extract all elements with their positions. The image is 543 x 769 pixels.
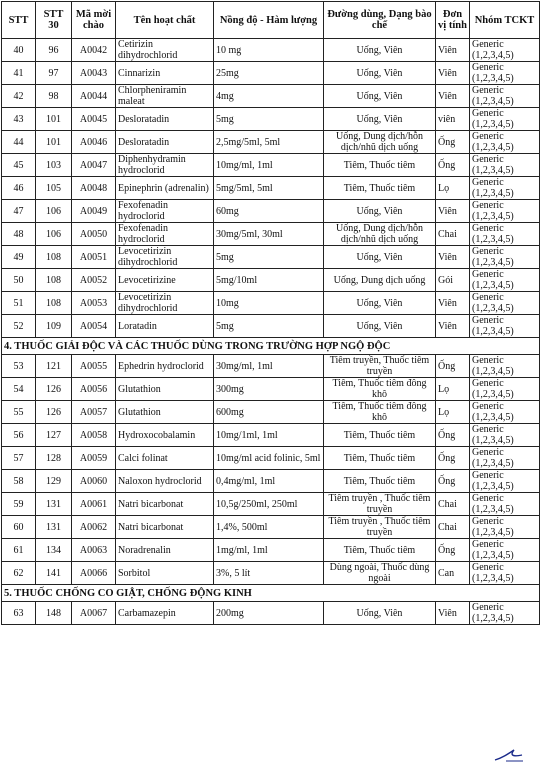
table-row	[2, 108, 540, 131]
section-title: 4. THUỐC GIẢI ĐỘC VÀ CÁC THUỐC DÙNG TRONG TRƯỜNG HỢP NGỘ ĐỘC	[2, 338, 540, 355]
cell-nong-do: 200mg	[214, 602, 324, 625]
cell-nhom: Generic (1,2,3,4,5)	[470, 200, 540, 223]
cell-nong-do: 10 mg	[214, 39, 324, 62]
drug-table	[1, 1, 540, 625]
cell-hoat-chat: Calci folinat	[116, 447, 214, 470]
cell-hoat-chat: Desloratadin	[116, 108, 214, 131]
table-row	[2, 493, 540, 516]
table-row	[2, 154, 540, 177]
cell-don-vi: Ống	[436, 447, 470, 470]
cell-nong-do: 5mg	[214, 246, 324, 269]
cell-hoat-chat: Levocetirizin dihydrochlorid	[116, 292, 214, 315]
cell-stt30: 108	[36, 269, 72, 292]
cell-stt30: 126	[36, 401, 72, 424]
cell-stt: 56	[2, 424, 36, 447]
cell-hoat-chat: Hydroxocobalamin	[116, 424, 214, 447]
cell-nhom: Generic (1,2,3,4,5)	[470, 131, 540, 154]
cell-stt: 45	[2, 154, 36, 177]
cell-hoat-chat: Diphenhydramin hydroclorid	[116, 154, 214, 177]
cell-ma: A0067	[72, 602, 116, 625]
cell-ma: A0061	[72, 493, 116, 516]
cell-hoat-chat: Ephedrin hydroclorid	[116, 355, 214, 378]
table-row	[2, 401, 540, 424]
table-row	[2, 516, 540, 539]
cell-nhom: Generic (1,2,3,4,5)	[470, 292, 540, 315]
cell-nong-do: 2,5mg/5ml, 5ml	[214, 131, 324, 154]
cell-don-vi: Can	[436, 562, 470, 585]
cell-nhom: Generic (1,2,3,4,5)	[470, 424, 540, 447]
cell-stt: 54	[2, 378, 36, 401]
cell-don-vi: Chai	[436, 223, 470, 246]
cell-nhom: Generic (1,2,3,4,5)	[470, 315, 540, 338]
cell-nhom: Generic (1,2,3,4,5)	[470, 539, 540, 562]
cell-duong-dung: Uống, Viên	[324, 246, 436, 269]
cell-stt30: 103	[36, 154, 72, 177]
cell-duong-dung: Uống, Viên	[324, 292, 436, 315]
cell-stt30: 127	[36, 424, 72, 447]
cell-nhom: Generic (1,2,3,4,5)	[470, 516, 540, 539]
table-row	[2, 200, 540, 223]
cell-duong-dung: Tiêm truyền , Thuốc tiêm truyền	[324, 493, 436, 516]
cell-nhom: Generic (1,2,3,4,5)	[470, 223, 540, 246]
cell-don-vi: viên	[436, 108, 470, 131]
cell-duong-dung: Tiêm, Thuốc tiêm	[324, 539, 436, 562]
cell-ma: A0059	[72, 447, 116, 470]
header-stt: STT	[2, 2, 36, 39]
cell-duong-dung: Uống, Viên	[324, 315, 436, 338]
section-row	[2, 585, 540, 602]
cell-stt30: 105	[36, 177, 72, 200]
header-stt30: STT 30	[36, 2, 72, 39]
cell-stt30: 106	[36, 223, 72, 246]
cell-duong-dung: Uống, Viên	[324, 200, 436, 223]
cell-nhom: Generic (1,2,3,4,5)	[470, 378, 540, 401]
cell-hoat-chat: Levocetirizine	[116, 269, 214, 292]
cell-nhom: Generic (1,2,3,4,5)	[470, 108, 540, 131]
cell-don-vi: Lọ	[436, 177, 470, 200]
table-row	[2, 292, 540, 315]
cell-stt: 44	[2, 131, 36, 154]
cell-hoat-chat: Chlorpheniramin maleat	[116, 85, 214, 108]
cell-ma: A0055	[72, 355, 116, 378]
table-row	[2, 315, 540, 338]
cell-stt30: 106	[36, 200, 72, 223]
cell-stt30: 101	[36, 131, 72, 154]
cell-stt: 60	[2, 516, 36, 539]
cell-nong-do: 4mg	[214, 85, 324, 108]
cell-stt: 61	[2, 539, 36, 562]
cell-nhom: Generic (1,2,3,4,5)	[470, 85, 540, 108]
table-row	[2, 39, 540, 62]
table-body	[2, 39, 540, 625]
cell-ma: A0063	[72, 539, 116, 562]
cell-nhom: Generic (1,2,3,4,5)	[470, 602, 540, 625]
cell-nong-do: 5mg	[214, 108, 324, 131]
cell-nong-do: 10mg	[214, 292, 324, 315]
cell-ma: A0045	[72, 108, 116, 131]
cell-stt30: 108	[36, 292, 72, 315]
cell-ma: A0056	[72, 378, 116, 401]
cell-ma: A0051	[72, 246, 116, 269]
cell-duong-dung: Uống, Viên	[324, 39, 436, 62]
cell-nong-do: 5mg/5ml, 5ml	[214, 177, 324, 200]
cell-hoat-chat: Sorbitol	[116, 562, 214, 585]
cell-ma: A0066	[72, 562, 116, 585]
cell-duong-dung: Uống, Dung dịch/hỗn dịch/nhũ dịch uống	[324, 131, 436, 154]
cell-duong-dung: Dùng ngoài, Thuốc dùng ngoài	[324, 562, 436, 585]
header-nong-do: Nồng độ - Hàm lượng	[214, 2, 324, 39]
signature-mark	[492, 746, 526, 764]
cell-nong-do: 10mg/ml acid folinic, 5ml	[214, 447, 324, 470]
cell-ma: A0047	[72, 154, 116, 177]
cell-stt: 49	[2, 246, 36, 269]
cell-stt30: 108	[36, 246, 72, 269]
cell-ma: A0049	[72, 200, 116, 223]
cell-nhom: Generic (1,2,3,4,5)	[470, 39, 540, 62]
cell-stt: 63	[2, 602, 36, 625]
cell-ma: A0048	[72, 177, 116, 200]
cell-don-vi: Ống	[436, 470, 470, 493]
cell-duong-dung: Uống, Viên	[324, 85, 436, 108]
cell-hoat-chat: Glutathion	[116, 378, 214, 401]
cell-stt30: 96	[36, 39, 72, 62]
cell-hoat-chat: Natri bicarbonat	[116, 493, 214, 516]
cell-ma: A0043	[72, 62, 116, 85]
section-row	[2, 338, 540, 355]
cell-ma: A0057	[72, 401, 116, 424]
cell-stt30: 134	[36, 539, 72, 562]
cell-nong-do: 5mg	[214, 315, 324, 338]
header-don-vi: Đơn vị tính	[436, 2, 470, 39]
cell-stt: 50	[2, 269, 36, 292]
cell-ma: A0050	[72, 223, 116, 246]
cell-duong-dung: Tiêm, Thuốc tiêm	[324, 447, 436, 470]
cell-don-vi: Ống	[436, 424, 470, 447]
cell-nong-do: 600mg	[214, 401, 324, 424]
cell-don-vi: Ống	[436, 539, 470, 562]
cell-don-vi: Viên	[436, 292, 470, 315]
table-row	[2, 85, 540, 108]
cell-don-vi: Ống	[436, 154, 470, 177]
cell-duong-dung: Tiêm, Thuốc tiêm đông khô	[324, 378, 436, 401]
cell-nong-do: 1mg/ml, 1ml	[214, 539, 324, 562]
cell-don-vi: Viên	[436, 85, 470, 108]
cell-hoat-chat: Natri bicarbonat	[116, 516, 214, 539]
cell-nhom: Generic (1,2,3,4,5)	[470, 62, 540, 85]
cell-nhom: Generic (1,2,3,4,5)	[470, 493, 540, 516]
cell-nhom: Generic (1,2,3,4,5)	[470, 401, 540, 424]
cell-duong-dung: Uống, Viên	[324, 62, 436, 85]
cell-duong-dung: Tiêm truyền , Thuốc tiêm truyền	[324, 516, 436, 539]
cell-hoat-chat: Glutathion	[116, 401, 214, 424]
cell-duong-dung: Tiêm truyền, Thuốc tiêm truyền	[324, 355, 436, 378]
cell-stt: 62	[2, 562, 36, 585]
cell-ma: A0062	[72, 516, 116, 539]
cell-stt30: 131	[36, 516, 72, 539]
header-duong-dung: Đường dùng, Dạng bào chế	[324, 2, 436, 39]
cell-duong-dung: Uống, Dung dịch/hỗn dịch/nhũ dịch uống	[324, 223, 436, 246]
cell-nhom: Generic (1,2,3,4,5)	[470, 246, 540, 269]
cell-stt30: 129	[36, 470, 72, 493]
cell-stt: 59	[2, 493, 36, 516]
cell-hoat-chat: Epinephrin (adrenalin)	[116, 177, 214, 200]
cell-stt30: 141	[36, 562, 72, 585]
cell-nong-do: 5mg/10ml	[214, 269, 324, 292]
cell-stt: 48	[2, 223, 36, 246]
cell-don-vi: Chai	[436, 516, 470, 539]
cell-nong-do: 10,5g/250ml, 250ml	[214, 493, 324, 516]
header-row	[2, 2, 540, 39]
table-row	[2, 62, 540, 85]
cell-nong-do: 300mg	[214, 378, 324, 401]
cell-duong-dung: Uống, Viên	[324, 602, 436, 625]
cell-stt30: 131	[36, 493, 72, 516]
table-row	[2, 602, 540, 625]
table-row	[2, 223, 540, 246]
cell-don-vi: Viên	[436, 62, 470, 85]
cell-don-vi: Viên	[436, 246, 470, 269]
cell-nong-do: 30mg/ml, 1ml	[214, 355, 324, 378]
table-row	[2, 470, 540, 493]
cell-nhom: Generic (1,2,3,4,5)	[470, 470, 540, 493]
cell-stt: 41	[2, 62, 36, 85]
cell-duong-dung: Uống, Viên	[324, 108, 436, 131]
cell-don-vi: Lọ	[436, 378, 470, 401]
cell-nong-do: 30mg/5ml, 30ml	[214, 223, 324, 246]
cell-stt: 58	[2, 470, 36, 493]
cell-stt30: 109	[36, 315, 72, 338]
cell-don-vi: Gói	[436, 269, 470, 292]
cell-hoat-chat: Fexofenadin hydroclorid	[116, 200, 214, 223]
header-nhom: Nhóm TCKT	[470, 2, 540, 39]
table-row	[2, 177, 540, 200]
cell-stt: 57	[2, 447, 36, 470]
cell-stt30: 121	[36, 355, 72, 378]
cell-nong-do: 1,4%, 500ml	[214, 516, 324, 539]
section-title: 5. THUỐC CHỐNG CO GIẬT, CHỐNG ĐỘNG KINH	[2, 585, 540, 602]
table-row	[2, 246, 540, 269]
cell-stt: 42	[2, 85, 36, 108]
cell-stt: 51	[2, 292, 36, 315]
table-row	[2, 424, 540, 447]
table-row	[2, 269, 540, 292]
cell-nong-do: 0,4mg/ml, 1ml	[214, 470, 324, 493]
cell-duong-dung: Tiêm, Thuốc tiêm	[324, 154, 436, 177]
cell-nhom: Generic (1,2,3,4,5)	[470, 269, 540, 292]
cell-hoat-chat: Noradrenalin	[116, 539, 214, 562]
cell-nhom: Generic (1,2,3,4,5)	[470, 355, 540, 378]
cell-duong-dung: Tiêm, Thuốc tiêm	[324, 470, 436, 493]
cell-hoat-chat: Naloxon hydroclorid	[116, 470, 214, 493]
cell-don-vi: Viên	[436, 200, 470, 223]
cell-don-vi: Ống	[436, 355, 470, 378]
cell-ma: A0046	[72, 131, 116, 154]
cell-stt30: 126	[36, 378, 72, 401]
cell-hoat-chat: Cetirizin dihydrochlorid	[116, 39, 214, 62]
cell-nhom: Generic (1,2,3,4,5)	[470, 562, 540, 585]
cell-stt: 55	[2, 401, 36, 424]
table-row	[2, 562, 540, 585]
cell-don-vi: Viên	[436, 39, 470, 62]
cell-hoat-chat: Cinnarizin	[116, 62, 214, 85]
table-row	[2, 447, 540, 470]
header-hoat-chat: Tên hoạt chất	[116, 2, 214, 39]
cell-duong-dung: Tiêm, Thuốc tiêm	[324, 424, 436, 447]
cell-don-vi: Chai	[436, 493, 470, 516]
cell-stt: 53	[2, 355, 36, 378]
cell-stt: 47	[2, 200, 36, 223]
table-row	[2, 355, 540, 378]
cell-hoat-chat: Fexofenadin hydroclorid	[116, 223, 214, 246]
cell-stt: 43	[2, 108, 36, 131]
cell-stt: 40	[2, 39, 36, 62]
cell-duong-dung: Tiêm, Thuốc tiêm	[324, 177, 436, 200]
table-row	[2, 539, 540, 562]
cell-stt: 52	[2, 315, 36, 338]
cell-nong-do: 3%, 5 lít	[214, 562, 324, 585]
cell-stt30: 101	[36, 108, 72, 131]
cell-don-vi: Viên	[436, 602, 470, 625]
cell-hoat-chat: Levocetirizin dihydrochlorid	[116, 246, 214, 269]
cell-hoat-chat: Desloratadin	[116, 131, 214, 154]
cell-ma: A0054	[72, 315, 116, 338]
cell-don-vi: Viên	[436, 315, 470, 338]
cell-stt30: 98	[36, 85, 72, 108]
cell-stt30: 97	[36, 62, 72, 85]
cell-nong-do: 25mg	[214, 62, 324, 85]
cell-ma: A0052	[72, 269, 116, 292]
cell-ma: A0042	[72, 39, 116, 62]
header-ma: Mã mời chào	[72, 2, 116, 39]
cell-nhom: Generic (1,2,3,4,5)	[470, 177, 540, 200]
cell-duong-dung: Uống, Dung dịch uống	[324, 269, 436, 292]
table-row	[2, 378, 540, 401]
cell-nhom: Generic (1,2,3,4,5)	[470, 447, 540, 470]
cell-don-vi: Lọ	[436, 401, 470, 424]
table-row	[2, 131, 540, 154]
cell-nong-do: 60mg	[214, 200, 324, 223]
cell-nong-do: 10mg/1ml, 1ml	[214, 424, 324, 447]
cell-don-vi: Ống	[436, 131, 470, 154]
cell-nhom: Generic (1,2,3,4,5)	[470, 154, 540, 177]
cell-stt30: 148	[36, 602, 72, 625]
cell-duong-dung: Tiêm, Thuốc tiêm đông khô	[324, 401, 436, 424]
cell-ma: A0060	[72, 470, 116, 493]
cell-stt30: 128	[36, 447, 72, 470]
cell-stt: 46	[2, 177, 36, 200]
cell-hoat-chat: Loratadin	[116, 315, 214, 338]
cell-ma: A0058	[72, 424, 116, 447]
cell-hoat-chat: Carbamazepin	[116, 602, 214, 625]
cell-nong-do: 10mg/ml, 1ml	[214, 154, 324, 177]
cell-ma: A0044	[72, 85, 116, 108]
cell-ma: A0053	[72, 292, 116, 315]
